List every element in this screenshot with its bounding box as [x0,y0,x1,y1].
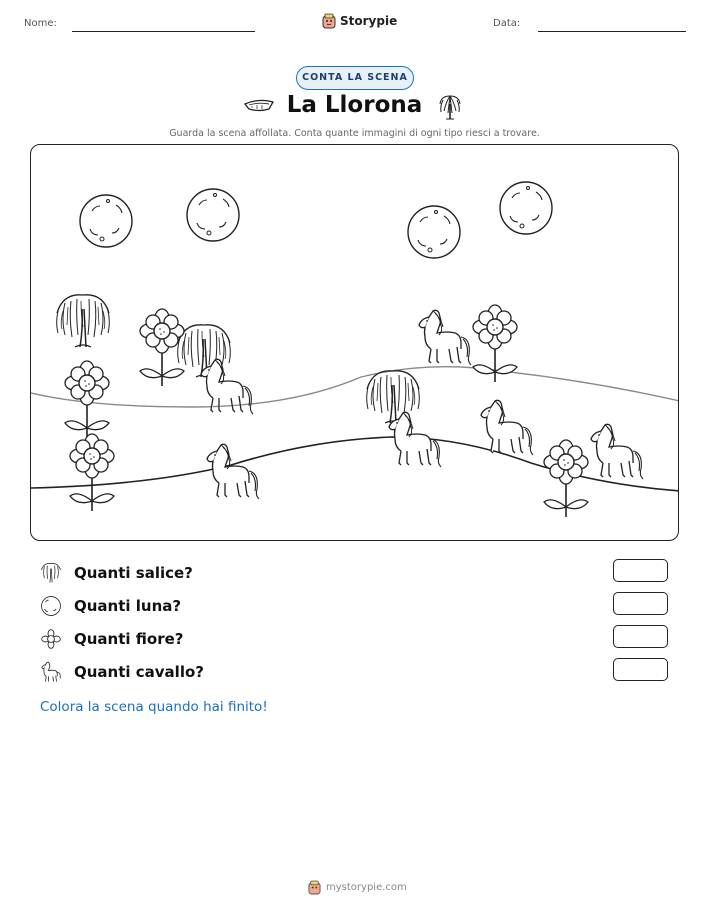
answer-box-horse[interactable] [613,658,668,681]
moon-2 [187,189,239,241]
instructions: Guarda la scena affollata. Conta quante immagini di ogni tipo riesci a trovare. [169,128,540,139]
question-text: Quanti luna? [74,597,182,615]
moon-3 [408,206,460,258]
answer-box-moon[interactable] [613,592,668,615]
willow-tree-icon [437,92,463,120]
brand-name: Storypie [340,14,398,28]
footer-url: mystorypie.com [326,882,407,893]
storypie-mascot-icon [322,13,336,29]
willow-1 [57,295,110,347]
moon-4 [500,182,552,234]
moon-1 [80,195,132,247]
flower-4 [473,305,517,382]
horse-icon [40,661,62,683]
back-hill-line [31,367,679,407]
horse-5 [207,444,259,499]
question-willow [40,561,193,585]
willow-3 [367,371,420,423]
flower-1 [140,309,184,386]
date-label: Data: [493,18,521,29]
willow-tree-icon [40,562,62,584]
horse-1 [419,310,471,365]
flower-5 [544,440,588,517]
flower-3 [70,434,114,511]
question-flower [40,627,183,651]
horse-6 [591,424,643,479]
counting-scene [30,144,679,541]
horse-3 [389,412,441,467]
name-label: Nome: [24,18,57,29]
coloring-note: Colora la scena quando hai finito! [40,699,268,715]
brand-logo [322,13,397,29]
page-title: La Llorona [286,92,423,118]
question-text: Quanti cavallo? [74,663,204,681]
flower-2 [65,361,109,438]
storypie-mascot-icon [308,880,321,895]
activity-badge: CONTA LA SCENA [296,66,414,90]
scene-illustration [31,145,679,541]
question-horse [40,660,204,684]
answer-box-willow[interactable] [613,559,668,582]
moon-icon [40,595,62,617]
question-text: Quanti salice? [74,564,193,582]
date-line[interactable] [538,31,686,32]
question-moon [40,594,181,618]
name-line[interactable] [72,31,255,32]
footer-brand [308,880,407,895]
flower-icon [40,628,62,650]
answer-box-flower[interactable] [613,625,668,648]
horse-4 [481,400,533,455]
question-text: Quanti fiore? [74,630,184,648]
